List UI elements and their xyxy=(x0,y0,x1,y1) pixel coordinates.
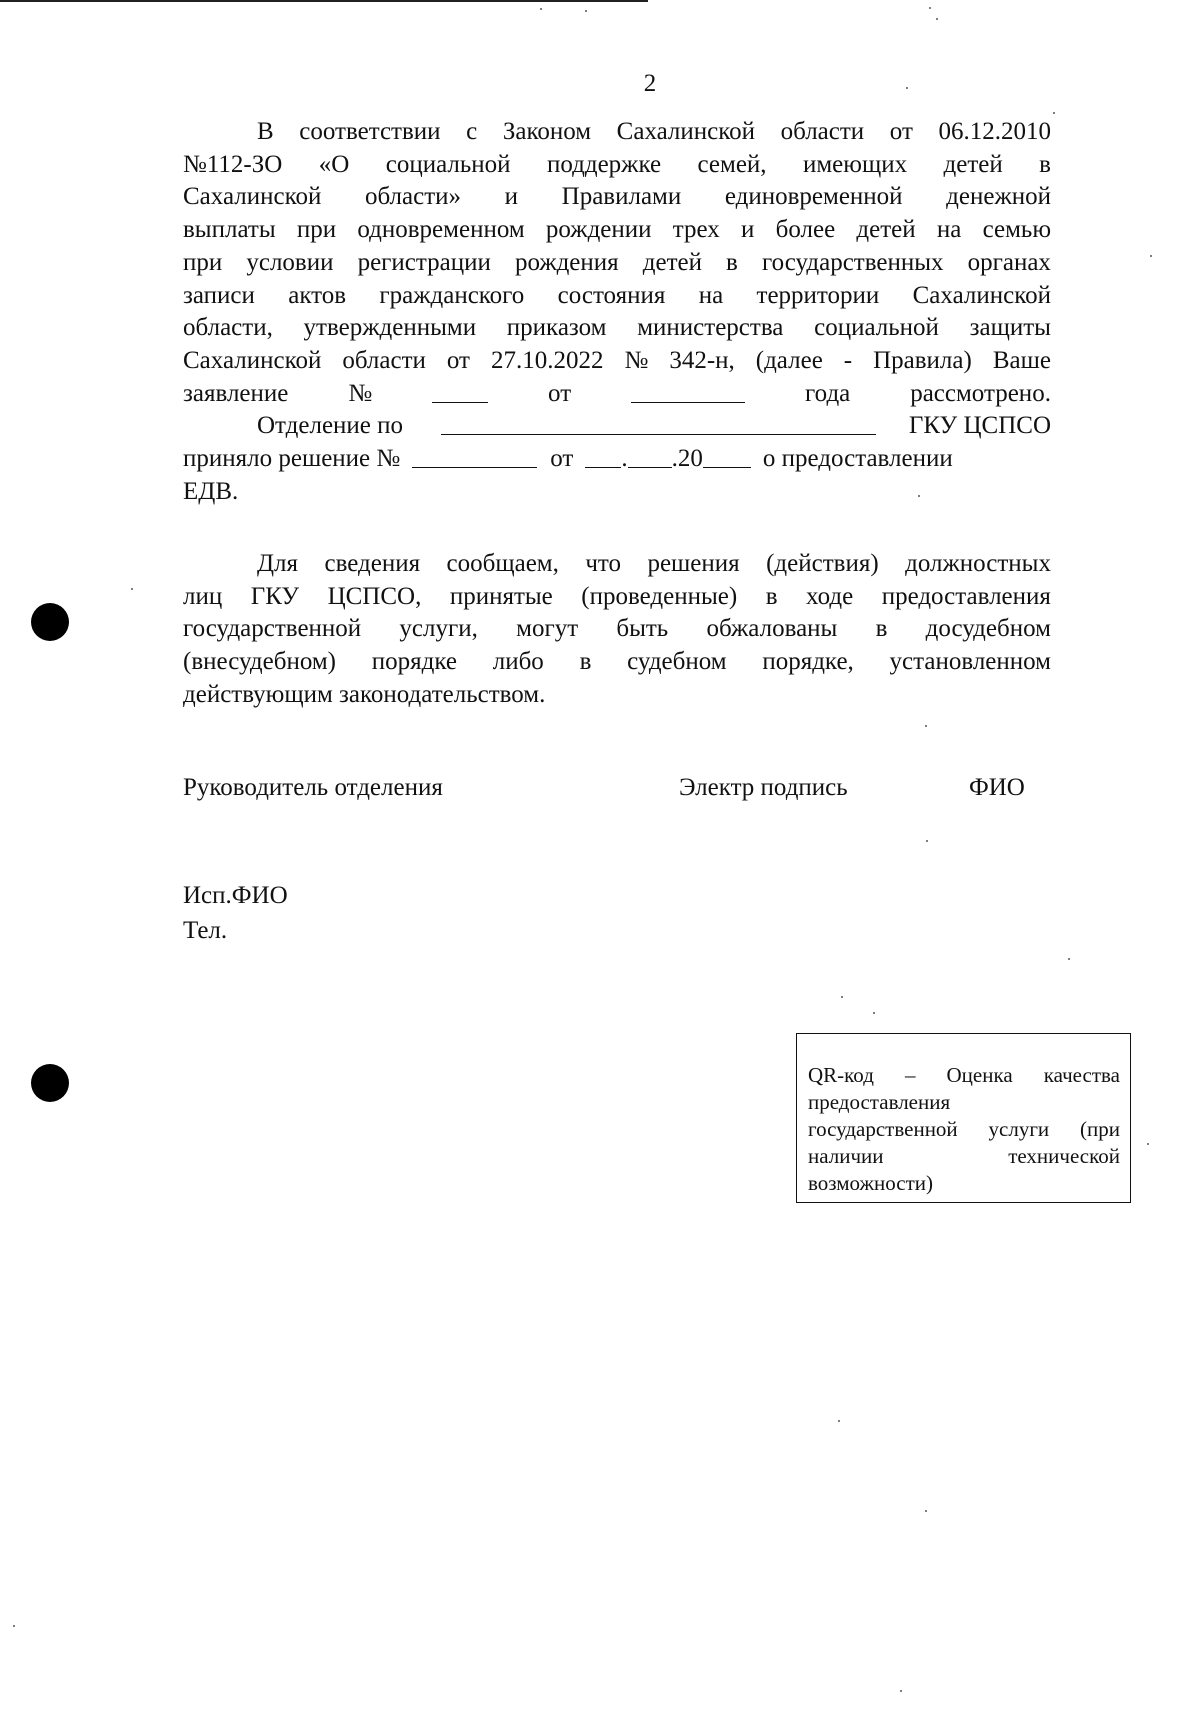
qr-text-line xyxy=(808,1143,1120,1170)
signature-electronic: Электр подпись xyxy=(679,774,848,801)
qr-text-word: качества xyxy=(1043,1063,1120,1087)
text-line xyxy=(183,312,1051,345)
text-word: № xyxy=(624,346,649,374)
qr-text-word: – xyxy=(904,1063,916,1087)
text-word: условии xyxy=(246,248,334,276)
text-word: Сахалинской xyxy=(616,118,756,145)
executor-phone: Тел. xyxy=(183,917,228,944)
text-word: семей, xyxy=(697,150,767,178)
department-name-blank xyxy=(441,410,876,435)
text-word: сообщаем, xyxy=(446,550,559,577)
text-word: органах xyxy=(967,248,1051,276)
text-word: Сахалинской xyxy=(912,281,1051,309)
scan-speck xyxy=(131,588,133,590)
scan-speck xyxy=(906,87,908,89)
text-word: регистрации xyxy=(357,248,491,276)
scan-speck xyxy=(841,996,843,998)
text-word: имеющих xyxy=(802,150,908,178)
text-word: государственной xyxy=(183,615,362,643)
text-word: в xyxy=(875,615,888,643)
text-word: должностных xyxy=(905,550,1051,577)
qr-text-word: наличии xyxy=(808,1144,884,1168)
qr-text-word: предоставления xyxy=(808,1090,951,1114)
text-word: приказом xyxy=(506,314,607,342)
text-word: рождении xyxy=(545,216,652,244)
signature-position: Руководитель отделения xyxy=(183,774,443,801)
qr-text-word: возможности) xyxy=(808,1171,934,1195)
text-word: министерства xyxy=(637,314,784,342)
department-prefix: Отделение по xyxy=(257,412,404,440)
scan-speck xyxy=(585,10,587,12)
decision-year-prefix: .20 xyxy=(671,445,703,473)
text-word: с xyxy=(466,118,478,145)
qr-code-box xyxy=(796,1033,1131,1203)
text-word: ходе xyxy=(806,582,854,610)
text-word: области, xyxy=(183,314,273,342)
text-word: состояния xyxy=(557,281,666,309)
text-word: принятые xyxy=(449,582,553,610)
qr-text-line xyxy=(808,1062,1120,1089)
text-line xyxy=(183,247,1051,280)
appeal-last-line xyxy=(183,679,1051,712)
text-word: (далее xyxy=(755,346,823,374)
qr-text-word: государственной xyxy=(808,1117,958,1141)
text-word: сведения xyxy=(324,550,421,577)
text-word: быть xyxy=(616,615,669,643)
text-word: установленном xyxy=(889,648,1051,676)
text-word: Законом xyxy=(502,118,592,145)
scan-speck xyxy=(540,8,542,10)
text-word: области» xyxy=(364,183,462,211)
scan-speck xyxy=(13,1625,15,1627)
text-word: что xyxy=(585,550,621,577)
text-word: области xyxy=(780,118,865,145)
decision-month-blank xyxy=(628,443,672,468)
text-word: и xyxy=(504,183,519,211)
punch-hole-bottom xyxy=(31,1064,69,1102)
text-word: социальной xyxy=(814,314,939,342)
scan-speck xyxy=(926,840,928,842)
text-word: судебном xyxy=(627,648,727,676)
text-word: государственных xyxy=(761,248,944,276)
scan-speck xyxy=(929,7,931,9)
text-word: Ваше xyxy=(992,346,1051,374)
signature-name: ФИО xyxy=(969,774,1025,801)
punch-hole-top xyxy=(31,603,69,641)
text-line xyxy=(183,280,1051,313)
text-word: поддержке xyxy=(546,150,662,178)
qr-text-word: технической xyxy=(1008,1144,1120,1168)
text-word: предоставления xyxy=(881,582,1051,610)
application-date-blank xyxy=(631,378,745,403)
scan-speck xyxy=(918,495,920,497)
text-word: лиц xyxy=(183,582,223,610)
text-word: 27.10.2022 xyxy=(490,346,604,374)
department-line xyxy=(183,410,1051,443)
text-word: либо xyxy=(492,648,544,676)
text-word: - xyxy=(843,346,853,374)
executor-name: Исп.ФИО xyxy=(183,882,288,909)
scan-speck xyxy=(925,1510,927,1512)
text-word: денежной xyxy=(946,183,1051,211)
text-word: Правилами xyxy=(561,183,682,211)
department-suffix: ГКУ ЦСПСО xyxy=(908,412,1051,440)
qr-text-word: Оценка xyxy=(946,1063,1013,1087)
text-word: одновременном xyxy=(357,216,525,244)
text-word: единовременной xyxy=(724,183,903,211)
text-word: Для xyxy=(257,550,299,577)
page-number: 2 xyxy=(643,70,657,97)
decision-end: ЕДВ. xyxy=(183,477,239,505)
qr-text-line xyxy=(808,1089,1120,1116)
text-word: порядке xyxy=(371,648,457,676)
text-word: обжалованы xyxy=(706,615,838,643)
text-line xyxy=(183,548,1051,581)
decision-line xyxy=(183,443,1051,476)
text-word: ЦСПСО, xyxy=(327,582,422,610)
text-word: детей xyxy=(642,248,702,276)
text-word: на xyxy=(698,281,724,309)
text-word: более xyxy=(775,216,836,244)
text-word: соответствии xyxy=(299,118,441,145)
scan-speck xyxy=(925,725,927,727)
appeal-last-text: действующим законодательством. xyxy=(183,680,546,708)
text-line xyxy=(183,181,1051,214)
text-word: от xyxy=(446,346,470,374)
scan-speck xyxy=(838,1420,840,1422)
text-word: трех xyxy=(672,216,720,244)
decision-day-blank xyxy=(585,443,621,468)
from-word: от xyxy=(548,379,572,407)
text-word: могут xyxy=(516,615,579,643)
text-word: (внесудебном) xyxy=(183,648,337,676)
scan-speck xyxy=(1147,1143,1149,1145)
text-word: от xyxy=(889,118,913,145)
text-word: социальной xyxy=(385,150,511,178)
qr-text-line xyxy=(808,1170,1120,1197)
appeal-text-block xyxy=(183,548,1051,712)
text-word: защиты xyxy=(969,314,1051,342)
scan-edge-line xyxy=(0,0,648,2)
text-word: в xyxy=(765,582,778,610)
text-word: на xyxy=(936,216,962,244)
qr-text-word: услуги xyxy=(988,1117,1050,1141)
decision-date-dot: . xyxy=(621,445,628,473)
scan-speck xyxy=(1150,255,1152,257)
executor-block xyxy=(183,878,288,948)
qr-text-line xyxy=(808,1116,1120,1143)
text-line xyxy=(183,149,1051,182)
qr-text-word: (при xyxy=(1080,1117,1120,1141)
text-line xyxy=(183,646,1051,679)
text-line xyxy=(183,581,1051,614)
main-text-block xyxy=(183,116,1051,508)
paragraph-appeal-notice xyxy=(183,548,1051,679)
decision-end-line xyxy=(183,476,1051,509)
text-word: В xyxy=(257,118,274,145)
text-word: и xyxy=(741,216,755,244)
text-word: 06.12.2010 xyxy=(938,118,1051,145)
text-word: детей xyxy=(943,150,1003,178)
text-word: Сахалинской xyxy=(183,183,322,211)
text-word: Сахалинской xyxy=(183,346,322,374)
text-word: (проведенные) xyxy=(581,582,738,610)
application-number-blank xyxy=(432,378,488,403)
scan-speck xyxy=(936,18,938,20)
decision-suffix: о предоставлении xyxy=(762,445,953,473)
text-word: актов xyxy=(288,281,347,309)
text-word: территории xyxy=(756,281,880,309)
text-word: Правила) xyxy=(873,346,972,374)
text-word: рождения xyxy=(514,248,619,276)
text-line xyxy=(183,345,1051,378)
application-word: заявление xyxy=(183,379,289,407)
text-word: досудебном xyxy=(925,615,1051,643)
text-word: решения xyxy=(647,550,740,577)
scan-speck xyxy=(1068,958,1070,960)
text-word: «О xyxy=(318,150,350,178)
reviewed-word: рассмотрено. xyxy=(910,379,1051,407)
text-line xyxy=(183,214,1051,247)
text-word: в xyxy=(726,248,738,276)
text-word: №112-ЗО xyxy=(183,150,283,178)
decision-prefix: приняло решение № xyxy=(183,445,401,473)
scan-speck xyxy=(1053,112,1055,114)
paragraph-legal-basis xyxy=(183,116,1051,378)
application-line xyxy=(183,378,1051,411)
text-word: области xyxy=(342,346,426,374)
scan-speck xyxy=(900,1690,902,1692)
text-word: детей xyxy=(856,216,916,244)
text-line xyxy=(183,116,1051,149)
text-word: порядке, xyxy=(762,648,854,676)
decision-year-blank xyxy=(703,443,751,468)
decision-from-word: от xyxy=(550,445,574,473)
text-word: (действия) xyxy=(766,550,879,577)
text-word: услуги, xyxy=(399,615,478,643)
text-word: при xyxy=(183,248,223,276)
text-word: в xyxy=(579,648,592,676)
text-word: выплаты xyxy=(183,216,276,244)
year-word: года xyxy=(805,379,851,407)
scan-speck xyxy=(873,1012,875,1014)
text-word: ГКУ xyxy=(250,582,300,610)
qr-text-word: QR-код xyxy=(808,1063,874,1087)
text-word: утвержденными xyxy=(303,314,477,342)
text-word: гражданского xyxy=(379,281,525,309)
text-word: в xyxy=(1039,150,1051,178)
text-word: записи xyxy=(183,281,255,309)
decision-number-blank xyxy=(412,443,537,468)
number-sign: № xyxy=(348,379,373,407)
text-word: 342-н, xyxy=(669,346,735,374)
text-word: при xyxy=(296,216,337,244)
text-word: семью xyxy=(982,216,1051,244)
text-line xyxy=(183,613,1051,646)
